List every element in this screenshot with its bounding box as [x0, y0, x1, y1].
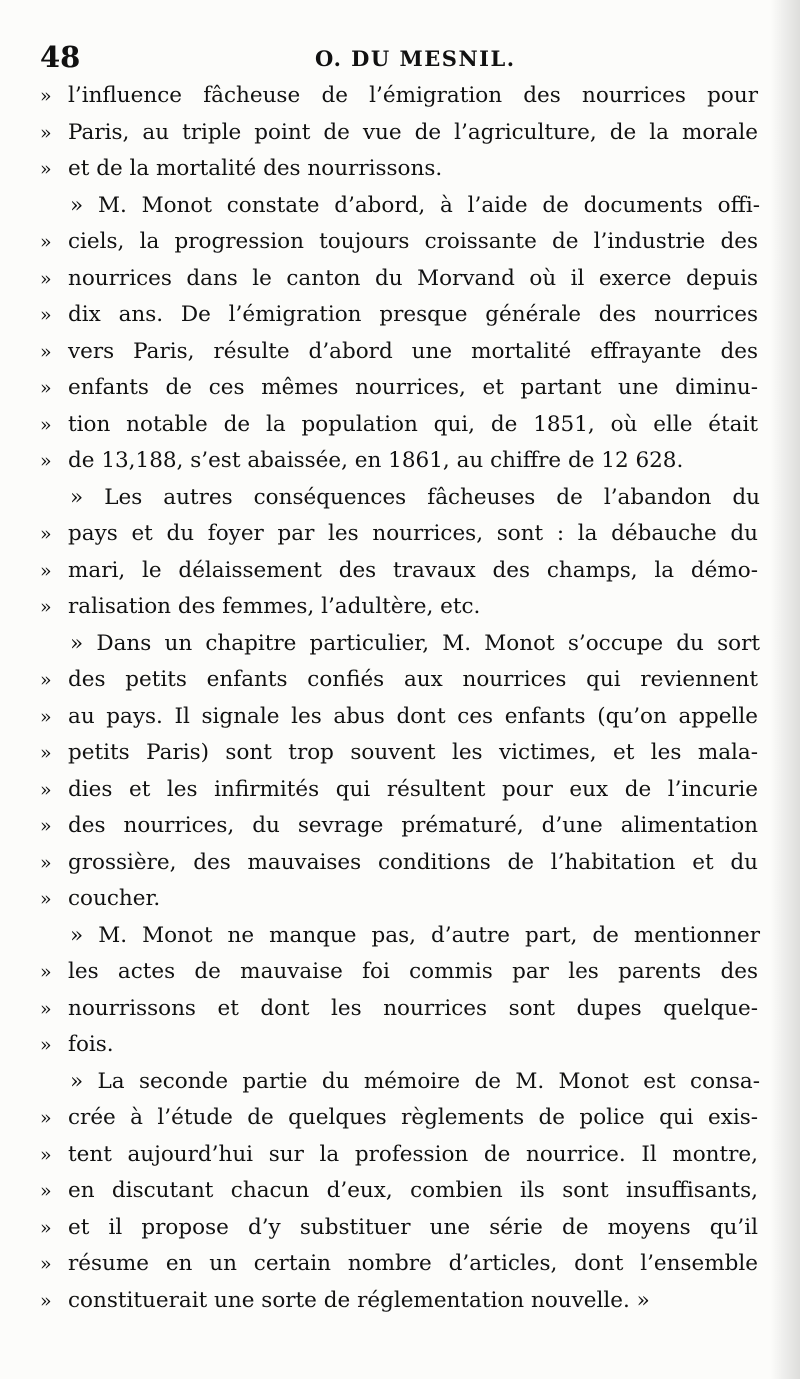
guillemet-marker: » [40, 85, 52, 107]
text-line [40, 370, 760, 407]
line-text: ralisation des femmes, l’adultère, etc. [68, 594, 481, 619]
text-line [40, 188, 760, 225]
guillemet-marker: » [40, 1107, 52, 1129]
text-line [40, 334, 760, 371]
text-line [40, 224, 760, 261]
guillemet-marker: » [40, 1253, 52, 1275]
guillemet-marker: » [40, 231, 52, 253]
line-text: et il propose d’y substituer une série de moyens qu’il [68, 1214, 758, 1240]
text-line [40, 1027, 760, 1064]
line-text: » M. Monot constate d’abord, à l’aide de documents offi- [70, 192, 760, 218]
text-line [40, 1246, 760, 1283]
text-line [40, 115, 760, 152]
line-text: au pays. Il signale les abus dont ces enfants (qu’on appelle [68, 703, 758, 729]
text-line [40, 881, 760, 918]
line-text: dies et les infirmités qui résultent pour eux de l’incurie [68, 776, 758, 802]
line-text: et de la mortalité des nourrissons. [68, 156, 443, 181]
guillemet-marker: » [40, 121, 52, 144]
guillemet-marker: » [40, 1143, 52, 1166]
text-line [40, 808, 760, 845]
line-text: vers Paris, résulte d’abord une mortalité effrayante des [68, 338, 758, 364]
guillemet-marker: » [40, 523, 52, 545]
text-line [40, 261, 760, 298]
line-text: » La seconde partie du mémoire de M. Monot est consa- [70, 1068, 760, 1094]
line-text: » Les autres conséquences fâcheuses de l’abandon du [70, 484, 760, 510]
text-line [40, 297, 760, 334]
line-text: coucher. [68, 886, 161, 911]
text-line [40, 1210, 760, 1247]
text-line [40, 735, 760, 772]
body-text [40, 78, 760, 1319]
guillemet-marker: » [40, 596, 52, 618]
text-line [40, 78, 760, 115]
text-line [40, 626, 760, 663]
line-text: constituerait une sorte de réglementation nouvelle. » [68, 1287, 650, 1313]
line-text: tion notable de la population qui, de 1851, où elle était [68, 411, 758, 437]
text-line [40, 954, 760, 991]
page-gutter-shadow [770, 0, 800, 1379]
guillemet-marker: » [40, 559, 52, 582]
line-text: enfants de ces mêmes nourrices, et partant une diminu- [68, 375, 758, 400]
line-text: mari, le délaissement des travaux des champs, la démo- [68, 557, 758, 583]
guillemet-marker: » [40, 377, 52, 399]
guillemet-marker: » [40, 413, 52, 436]
guillemet-marker: » [40, 304, 52, 326]
running-title: O. DU MESNIL. [315, 46, 516, 71]
text-line [40, 699, 760, 736]
guillemet-marker: » [40, 705, 52, 728]
text-line [40, 553, 760, 590]
text-line [40, 1137, 760, 1174]
guillemet-marker: » [40, 815, 52, 837]
line-text: des nourrices, du sevrage prématuré, d’une alimentation [68, 813, 758, 838]
guillemet-marker: » [40, 669, 52, 691]
line-text: les actes de mauvaise foi commis par les parents des [68, 959, 758, 984]
line-text: tent aujourd’hui sur la profession de nourrice. Il montre, [68, 1141, 758, 1167]
line-text: petits Paris) sont trop souvent les victimes, et les mala- [68, 740, 758, 765]
text-line [40, 516, 760, 553]
line-text: » Dans un chapitre particulier, M. Monot s’occupe du sort [70, 630, 760, 656]
guillemet-marker: » [40, 1034, 52, 1056]
line-text: des petits enfants confiés aux nourrices qui reviennent [68, 667, 758, 692]
text-line [40, 918, 760, 955]
guillemet-marker: » [40, 267, 52, 290]
line-text: Paris, au triple point de vue de l’agriculture, de la morale [68, 119, 758, 145]
text-line [40, 772, 760, 809]
line-text: grossière, des mauvaises conditions de l’habitation et du [68, 849, 758, 875]
text-line [40, 662, 760, 699]
line-text: » M. Monot ne manque pas, d’autre part, de mentionner [70, 922, 760, 948]
text-line [40, 151, 760, 188]
text-line [40, 407, 760, 444]
text-line [40, 1064, 760, 1101]
guillemet-marker: » [40, 997, 52, 1020]
guillemet-marker: » [40, 851, 52, 874]
text-line [40, 1173, 760, 1210]
line-text: nourrices dans le canton du Morvand où il exerce depuis [68, 265, 758, 291]
text-line [40, 589, 760, 626]
line-text: en discutant chacun d’eux, combien ils sont insuffisants, [68, 1178, 758, 1203]
line-text: de 13,188, s’est abaissée, en 1861, au chiffre de 12 628. [68, 448, 684, 473]
guillemet-marker: » [40, 961, 52, 983]
line-text: fois. [68, 1032, 114, 1057]
line-text: l’influence fâcheuse de l’émigration des nourrices pour [68, 83, 758, 108]
guillemet-marker: » [40, 158, 52, 180]
text-line [40, 1100, 760, 1137]
page-header [40, 40, 760, 76]
line-text: ciels, la progression toujours croissante de l’industrie des [68, 229, 758, 254]
page-number: 48 [40, 40, 81, 74]
guillemet-marker: » [40, 1289, 52, 1312]
line-text: crée à l’étude de quelques règlements de police qui exis- [68, 1105, 758, 1130]
guillemet-marker: » [40, 888, 52, 910]
text-line [40, 845, 760, 882]
guillemet-marker: » [40, 742, 52, 764]
guillemet-marker: » [40, 340, 52, 363]
guillemet-marker: » [40, 1216, 52, 1239]
guillemet-marker: » [40, 450, 52, 472]
text-line [40, 991, 760, 1028]
guillemet-marker: » [40, 1180, 52, 1202]
text-line [40, 480, 760, 517]
line-text: pays et du foyer par les nourrices, sont : la débauche du [68, 521, 758, 546]
text-line [40, 1283, 760, 1320]
line-text: nourrissons et dont les nourrices sont dupes quelque- [68, 995, 758, 1021]
text-line [40, 443, 760, 480]
line-text: dix ans. De l’émigration presque générale des nourrices [68, 302, 758, 327]
line-text: résume en un certain nombre d’articles, dont l’ensemble [68, 1251, 758, 1276]
guillemet-marker: » [40, 778, 52, 801]
